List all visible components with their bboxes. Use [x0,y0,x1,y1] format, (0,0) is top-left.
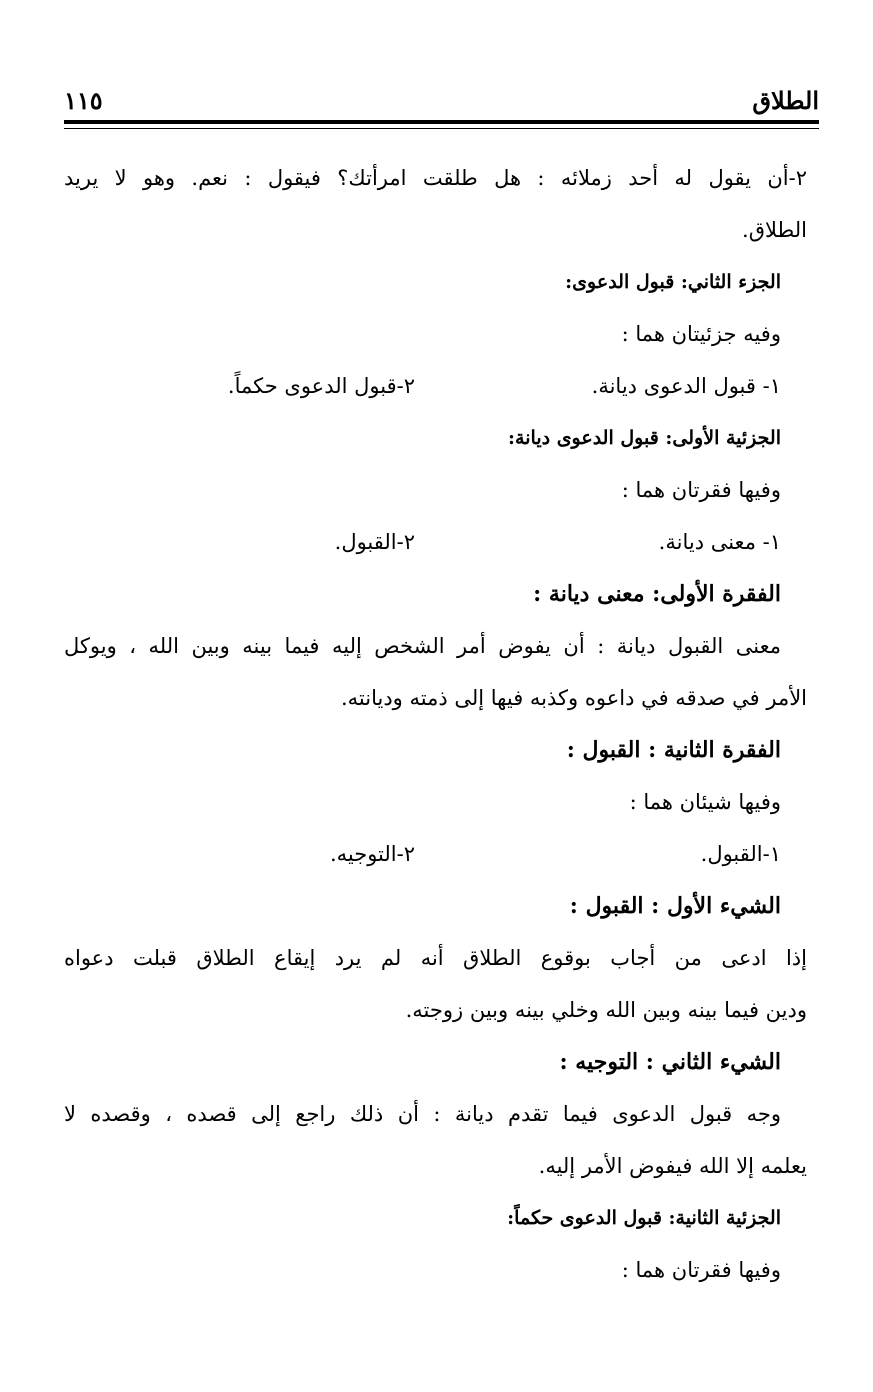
paragraph-line: معنى القبول ديانة : أن يفوض أمر الشخص إليه فيما بينه وبين الله ، ويوكل [64,634,781,658]
paragraph-line: وفيها فقرتان هما : [621,1258,781,1282]
list-item: ٢-قبول الدعوى حكماً. [227,374,415,398]
subsection-heading: الجزئية الأولى: قبول الدعوى ديانة: [508,427,781,449]
paragraph-heading: الفقرة الثانية : القبول : [566,737,781,763]
header-rule-thick [64,120,819,124]
paragraph-line: وجه قبول الدعوى فيما تقدم ديانة : أن ذلك راجع إلى قصده ، وقصده لا [64,1102,781,1126]
header-rule-thin [64,128,819,129]
paragraph-line: ودين فيما بينه وبين الله وخلي بينه وبين زوجته. [405,998,807,1022]
section-heading: الجزء الثاني: قبول الدعوى: [565,271,781,293]
list-row [64,516,807,568]
paragraph-heading: الفقرة الأولى: معنى ديانة : [533,581,781,607]
page-body [64,152,807,1296]
paragraph-line: وفيها فقرتان هما : [621,478,781,502]
list-item: ١-القبول. [700,842,781,866]
subsection-heading: الجزئية الثانية: قبول الدعوى حكماً: [507,1207,781,1229]
list-row [64,360,807,412]
list-item: ٢-التوجيه. [329,842,415,866]
paragraph-heading: الشيء الأول : القبول : [569,893,781,919]
paragraph-line: ٢-أن يقول له أحد زملائه : هل طلقت امرأتك؟ فيقول : نعم. وهو لا يريد [64,166,807,190]
paragraph-line: الأمر في صدقه في داعوه وكذبه فيها إلى ذمته وديانته. [340,686,807,710]
paragraph-line: يعلمه إلا الله فيفوض الأمر إليه. [538,1154,807,1178]
list-item: ٢-القبول. [334,530,415,554]
paragraph-heading: الشيء الثاني : التوجيه : [559,1049,781,1075]
list-item: ١- قبول الدعوى ديانة. [591,374,781,398]
paragraph-line: وفيه جزئيتان هما : [621,322,781,346]
page-number: ١١٥ [64,86,103,115]
paragraph-line: الطلاق. [742,218,807,242]
chapter-title: الطلاق [752,86,819,115]
paragraph-line: إذا ادعى من أجاب بوقوع الطلاق أنه لم يرد إيقاع الطلاق قبلت دعواه [64,946,807,970]
list-row [64,828,807,880]
list-item: ١- معنى ديانة. [658,530,781,554]
paragraph-line: وفيها شيئان هما : [629,790,781,814]
running-header [64,78,819,122]
